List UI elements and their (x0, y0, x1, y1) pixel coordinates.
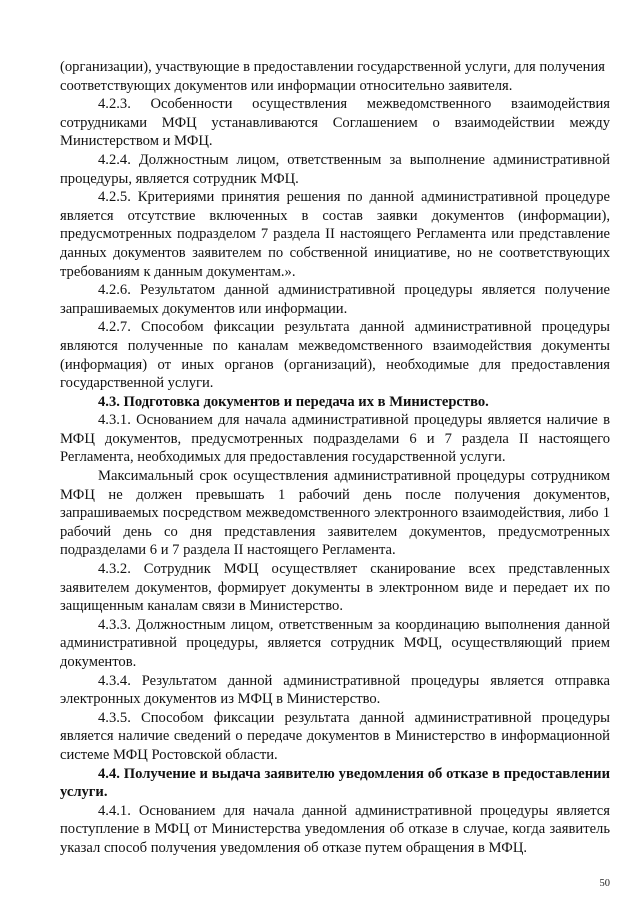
paragraph-4-3-3: 4.3.3. Должностным лицом, ответственным за координацию выполнения данной административной процедуры, является сотрудник МФЦ, осуществляющий прием документов. (60, 616, 610, 670)
document-body (60, 58, 610, 858)
page-number: 50 (599, 878, 610, 889)
paragraph-continuation: (организации), участвующие в предоставлении государственной услуги, для получения соответствующих документов или информации относительно заявителя. (60, 59, 605, 94)
paragraph-4-2-6: 4.2.6. Результатом данной административной процедуры является получение запрашиваемых документов или информации. (60, 282, 610, 317)
section-heading-4-4: 4.4. Получение и выдача заявителю уведомления об отказе в предоставлении услуги. (60, 765, 610, 801)
paragraph-4-2-4: 4.2.4. Должностным лицом, ответственным за выполнение административной процедуры, является сотрудник МФЦ. (60, 151, 610, 187)
paragraph-4-2-5: 4.2.5. Критериями принятия решения по данной административной процедуре является отсутствие включенных в состав заявки документов (информации), предусмотренных подразделом 7 раздела II настоящего Регламента или представление данных документов заявителем по собственной инициативе, но не соответствующих требованиям к данным документам.». (60, 189, 610, 280)
paragraph-max-term: Максимальный срок осуществления административной процедуры сотрудником МФЦ не должен превышать 1 рабочий день после получения документов, запрашиваемых посредством межведомственного электронного взаимодействия, либо 1 рабочий день со дня представления заявителем документов, предусмотренных подразделами 6 и 7 раздела II настоящего Регламента. (60, 468, 610, 559)
section-heading-4-3: 4.3. Подготовка документов и передача их в Министерство. (98, 393, 489, 410)
paragraph-4-3-1: 4.3.1. Основанием для начала административной процедуры является наличие в МФЦ документов, предусмотренных подразделами 6 и 7 раздела II настоящего Регламента, необходимых для предоставления государственной услуги. (60, 412, 610, 466)
paragraph-4-3-2: 4.3.2. Сотрудник МФЦ осуществляет сканирование всех представленных заявителем документов, формирует документы в электронном виде и передает их по защищенным каналам связи в Министерство. (60, 561, 610, 615)
paragraph-4-2-3: 4.2.3. Особенности осуществления межведомственного взаимодействия сотрудниками МФЦ устанавливаются Соглашением о взаимодействии между Министерством и МФЦ. (60, 96, 610, 150)
paragraph-4-3-4: 4.3.4. Результатом данной административной процедуры является отправка электронных документов из МФЦ в Министерство. (60, 672, 610, 708)
paragraph-4-2-7: 4.2.7. Способом фиксации результата данной административной процедуры являются полученные по каналам межведомственного взаимодействия документы (информация) от иных органов (организаций), необходимые для предоставления государственной услуги. (60, 319, 610, 392)
paragraph-4-4-1: 4.4.1. Основанием для начала данной административной процедуры является поступление в МФЦ от Министерства уведомления об отказе в случае, когда заявитель указал способ получения уведомления об отказе путем обращения в МФЦ. (60, 802, 610, 856)
paragraph-4-3-5: 4.3.5. Способом фиксации результата данной административной процедуры является наличие сведений о передаче документов в Министерство в информационной системе МФЦ Ростовской области. (60, 709, 610, 763)
